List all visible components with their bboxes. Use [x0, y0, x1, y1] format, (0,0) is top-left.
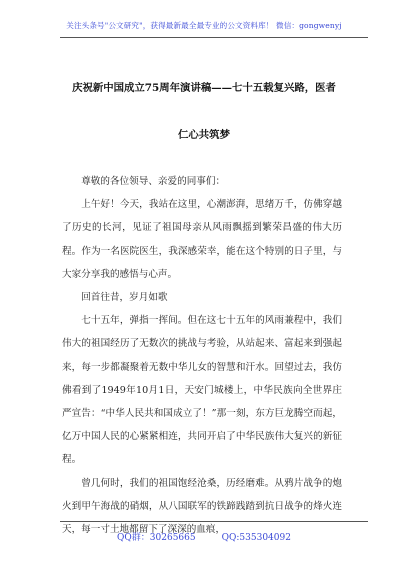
- document-title-line2: 仁心共筑梦: [178, 129, 230, 141]
- footer-qq-group: QQ群：30265665: [117, 533, 196, 543]
- paragraph: 七十五年，弹指一挥间。但在这七十五年的风雨兼程中，我们伟大的祖国经历了无数次的挑战与考验，从站起来、富起来到强起来，每一步都凝聚着无数中华儿女的智慧和汗水。回望过去，我仿佛看到了1949年10月1日，天安门城楼上，中华民族向全世界庄严宣告：“中华人民共和国成立了！”那一刻，东方巨龙腾空而起，亿万中国人民的心紧紧相连，共同开启了中华民族伟大复兴的新征程。: [62, 315, 342, 466]
- paragraph: 上午好！今天，我站在这里，心潮澎湃，思绪万千，仿佛穿越了历史的长河，见证了祖国母亲从风雨飘摇到繁荣昌盛的伟大历程。作为一名医院医生，我深感荣幸，能在这个特别的日子里，与大家分享我的感悟与心声。: [62, 199, 342, 280]
- footer-contact: [0, 530, 408, 543]
- section-heading: 回首往昔，岁月如歌: [81, 292, 168, 304]
- paragraph: 曾几何时，我们的祖国饱经沧桑，历经磨难。从鸦片战争的炮火到甲午海战的硝烟，从八国联军的铁蹄践踏到抗日战争的烽火连天，每一寸土地都留下了深深的血痕，: [62, 477, 342, 536]
- footer-qq-number: QQ:535304092: [221, 533, 291, 543]
- salutation: 尊敬的各位领导、亲爱的同事们：: [81, 176, 226, 187]
- document-body: [62, 170, 342, 541]
- document-title-line1: 庆祝新中国成立75周年演讲稿——七十五载复兴路，医者: [72, 82, 336, 94]
- header-divider: [60, 37, 368, 38]
- header-promo-note: 关注头条号"公文研究"，获得最新最全最专业的公文资料库！ 微信：gongwenyj: [66, 21, 342, 30]
- footer-divider: [60, 521, 368, 522]
